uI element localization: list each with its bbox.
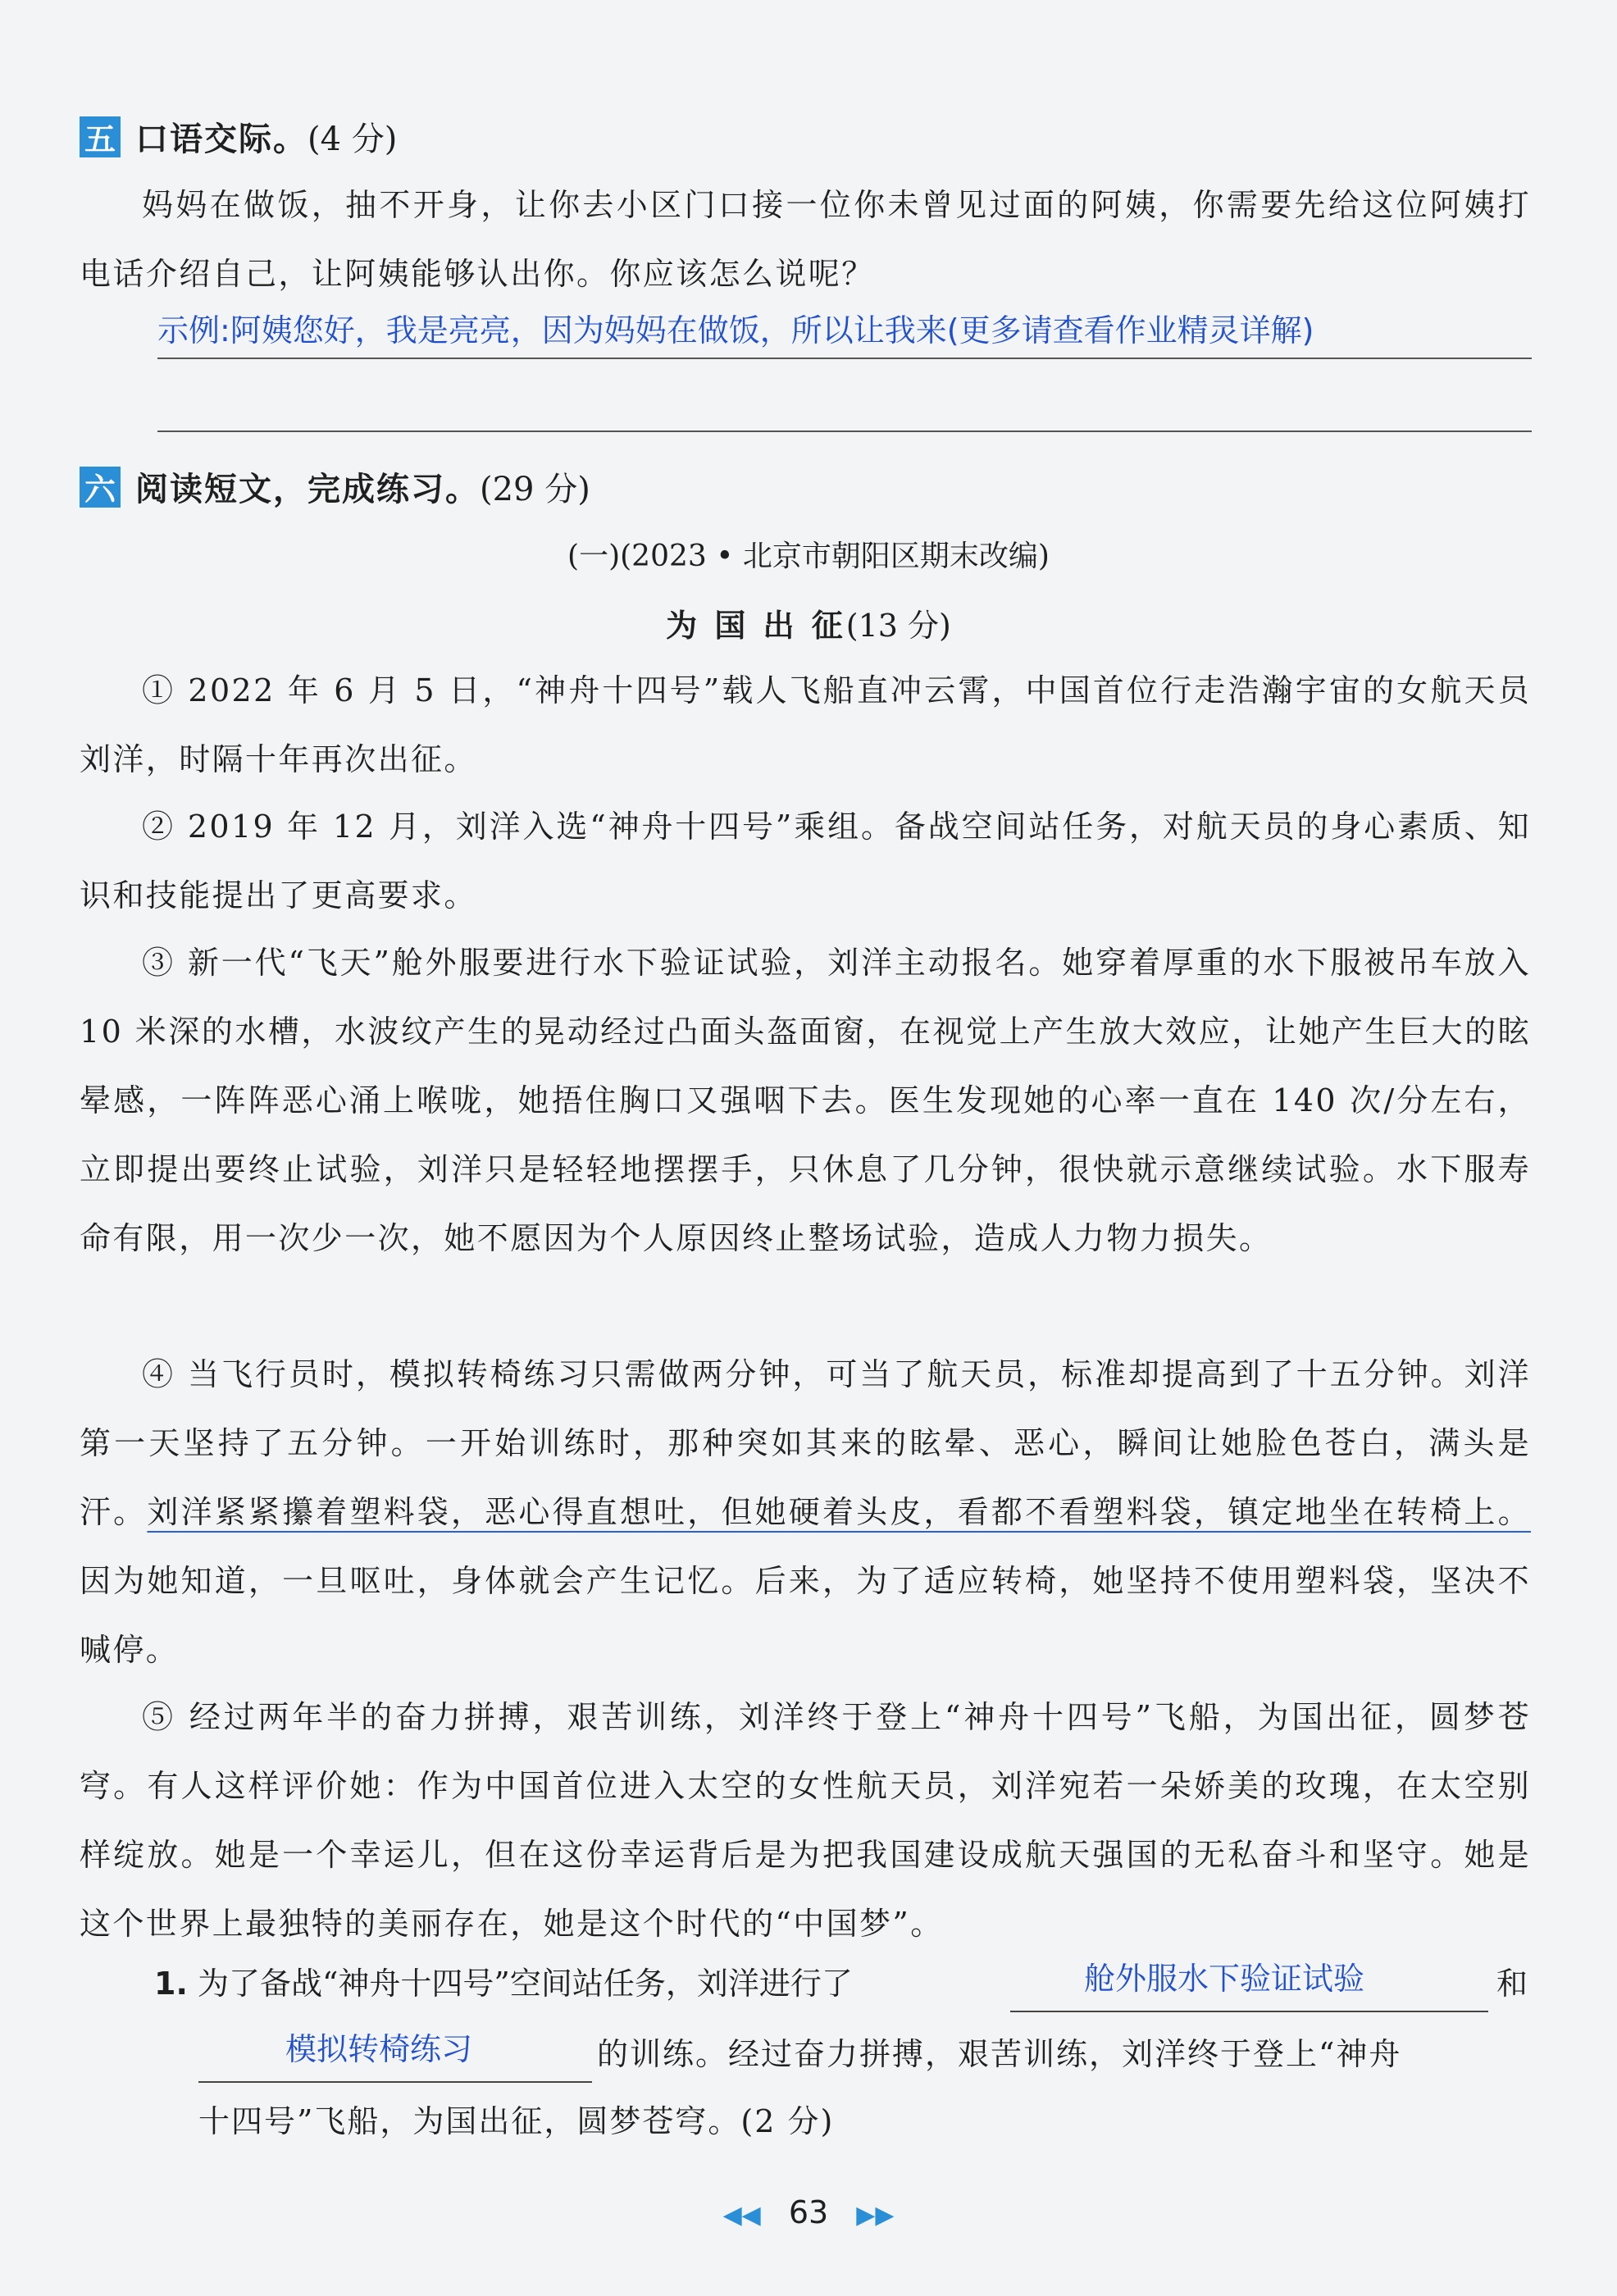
section-5-title: 口语交际。 — [135, 121, 307, 158]
page-number: 63 — [788, 2194, 829, 2230]
underlined-sentence: 刘洋紧紧攥着塑料袋，恶心得直想吐，但她硬着头皮，看都不看塑料袋，镇定地坐在转椅上。 — [147, 1494, 1531, 1530]
question-1-text-c: 的训练。经过奋力拼搏，艰苦训练，刘洋终于登上“神舟 — [597, 2036, 1402, 2072]
paragraph-2: ② 2019 年 12 月，刘洋入选“神舟十四号”乘组。备战空间站任务，对航天员的身心素质、知识和技能提出了更高要求。 — [80, 809, 1531, 913]
section-6-badge: 六 — [80, 467, 121, 508]
page-footer — [0, 2194, 1617, 2230]
section-6-score: (29 分) — [480, 471, 590, 508]
section-5-badge: 五 — [80, 116, 121, 157]
question-1-text-a: 为了备战“神舟十四号”空间站任务，刘洋进行了 — [197, 1966, 853, 2002]
paragraph-1: ① 2022 年 6 月 5 日，“神舟十四号”载人飞船直冲云霄，中国首位行走浩瀚宇宙的女航天员刘洋，时隔十年再次出征。 — [80, 672, 1531, 777]
paragraph-4 — [80, 1340, 1531, 1684]
prev-page-icon[interactable]: ◀◀ — [722, 2201, 761, 2230]
answer-blank-2[interactable]: 模拟转椅练习 — [285, 2031, 473, 2067]
section-6-header — [80, 463, 590, 510]
paragraph-4-end: 因为她知道，一旦呕吐，身体就会产生记忆。后来，为了适应转椅，她坚持不使用塑料袋，坚决不喊停。 — [80, 1563, 1531, 1668]
section-5-header — [80, 113, 397, 160]
article-title: 为 国 出 征 — [666, 608, 846, 644]
question-1-number: 1. — [154, 1966, 188, 2002]
section-5-answer: 示例:阿姨您好，我是亮亮，因为妈妈在做饭，所以让我来(更多请查看作业精灵详解) — [157, 312, 1314, 348]
paragraph-5: ⑤ 经过两年半的奋力拼搏，艰苦训练，刘洋终于登上“神舟十四号”飞船，为国出征，圆梦苍穹。有人这样评价她：作为中国首位进入太空的女性航天员，刘洋宛若一朵娇美的玫瑰，在太空别样绽放。她是一个幸运儿，但在这份幸运背后是为把我国建设成航天强国的无私奋斗和坚守。她是这个世界上最独特的美丽存在，她是这个时代的“中国梦”。 — [80, 1699, 1531, 1942]
paragraph-4-start: ④ 当飞行员时，模拟转椅练习只需做两分钟，可当了航天员，标准却提高到了十五分钟。刘洋第一天坚持了五分钟。一开始训练时，那种突如其来的眩晕、恶心，瞬间让她脸色苍白，满头是汗。 — [80, 1356, 1531, 1530]
answer-blank-1[interactable]: 舱外服水下验证试验 — [1084, 1961, 1365, 1997]
question-1-text-d: 十四号”飞船，为国出征，圆梦苍穹。(2 分) — [198, 2103, 835, 2139]
article-score: (13 分) — [845, 608, 951, 644]
answer-rule-2 — [157, 430, 1532, 432]
next-page-icon[interactable]: ▶▶ — [856, 2201, 895, 2230]
section-5-prompt: 妈妈在做饭，抽不开身，让你去小区门口接一位你未曾见过面的阿姨，你需要先给这位阿姨打电话介绍自己，让阿姨能够认出你。你应该怎么说呢？ — [80, 187, 1531, 292]
paragraph-3: ③ 新一代“飞天”舱外服要进行水下验证试验，刘洋主动报名。她穿着厚重的水下服被吊车放入 10 米深的水槽，水波纹产生的晃动经过凸面头盔面窗，在视觉上产生放大效应，让她产生巨大的眩晕感，一阵阵恶心涌上喉咙，她捂住胸口又强咽下去。医生发现她的心率一直在 140 次/分左右，立即提出要终止试验，刘洋只是轻轻地摆摆手，只休息了几分钟，很快就示意继续试验。水下服寿命有限，用一次少一次，她不愿因为个人原因终止整场试验，造成人力物力损失。 — [80, 945, 1531, 1256]
answer-rule-1 — [157, 358, 1532, 359]
section-5-score: (4 分) — [307, 121, 398, 158]
question-1-line-1 — [154, 1958, 853, 2003]
question-1-text-b: 和 — [1496, 1966, 1528, 2002]
answer-line-1 — [1010, 2011, 1488, 2012]
article-heading — [0, 600, 1617, 645]
answer-line-2 — [198, 2081, 592, 2083]
article-source: (一)(2023 • 北京市朝阳区期末改编) — [567, 540, 1050, 573]
section-6-title: 阅读短文，完成练习。 — [135, 471, 480, 508]
